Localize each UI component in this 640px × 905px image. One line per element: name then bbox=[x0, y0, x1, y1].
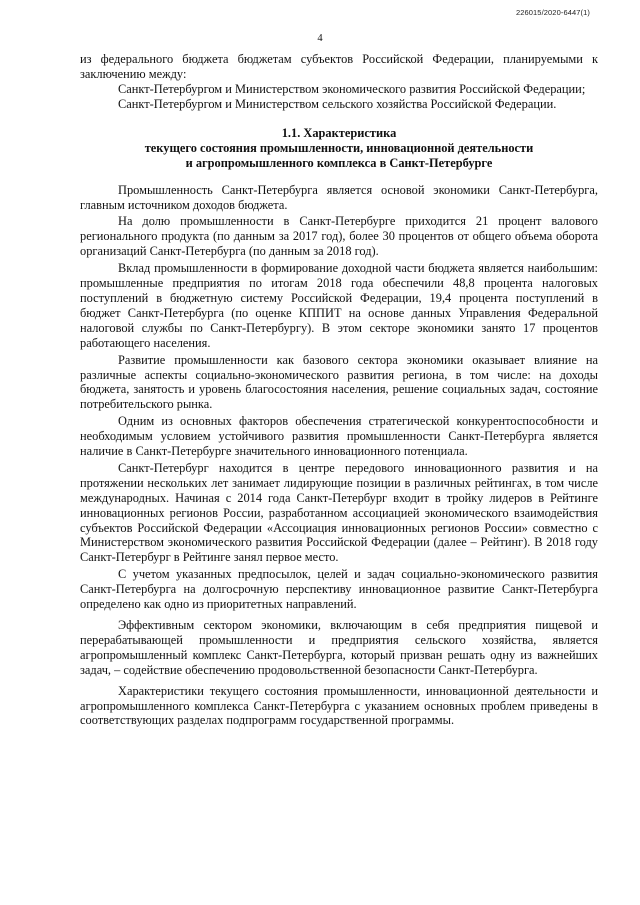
body-paragraph-2: На долю промышленности в Санкт-Петербурге приходится 21 процент валового регионального продукта (по данным за 2017 год), более 30 процентов от общего объема оборота организаций Санкт-Петербурга (по данным за 2018 год). bbox=[80, 214, 598, 259]
body-paragraph-3: Вклад промышленности в формирование доходной части бюджета является наибольшим: промышленные предприятия по итогам 2018 года обеспечили 48,8 процента налоговых поступлений в бюджетную систему Российской Федерации, 19,4 процента поступлений в бюджет Санкт-Петербурга (по оценке КППИТ на основе данных Управления Федеральной налоговой службы по Санкт-Петербургу). В этом секторе экономики занято 17 процентов работающего населения. bbox=[80, 261, 598, 350]
body-paragraph-5: Одним из основных факторов обеспечения стратегической конкурентоспособности и необходимым условием устойчивого развития промышленности Санкт-Петербурга является наличие в Санкт-Петербурге значительного инновационного потенциала. bbox=[80, 414, 598, 459]
body-paragraph-1: Промышленность Санкт-Петербурга является основой экономики Санкт-Петербурга, главным источником доходов бюджета. bbox=[80, 182, 598, 212]
intro-paragraph-2: Санкт-Петербургом и Министерством экономического развития Российской Федерации; bbox=[118, 81, 586, 96]
body-paragraph-6: Санкт-Петербург находится в центре передового инновационного развития и на протяжении нескольких лет занимает лидирующие позиции в различных рейтингах, в том числе международных. Начиная с 2014 года Санкт-Петербург входит в тройку лидеров в Рейтинге инновационных регионов России, разработанном ассоциацией экономического взаимодействия субъектов Российской Федерации «Ассоциация инновационных регионов России» совместно с Министерством экономического развития Российской Федерации (далее – Рейтинг). В 2018 году Санкт-Петербург в Рейтинге занял первое место. bbox=[80, 460, 598, 565]
page-body bbox=[80, 52, 598, 728]
intro-paragraph-3: Санкт-Петербургом и Министерством сельского хозяйства Российской Федерации. bbox=[118, 96, 557, 111]
doc-number: 226015/2020-6447(1) bbox=[515, 8, 590, 17]
body-paragraph-9: Характеристики текущего состояния промышленности, инновационной деятельности и агропромышленного комплекса Санкт-Петербурга с указанием основных проблем приведены в соответствующих разделах подпрограмм государственной программы. bbox=[80, 683, 598, 728]
section-heading-line-3: и агропромышленного комплекса в Санкт-Петербурге bbox=[185, 155, 493, 170]
section-heading-line-2: текущего состояния промышленности, инновационной деятельности bbox=[144, 140, 534, 155]
page-number: 4 bbox=[317, 33, 323, 44]
body-paragraph-7: С учетом указанных предпосылок, целей и задач социально-экономического развития Санкт-Петербурга на долгосрочную перспективу инновационное развитие Санкт-Петербурга определено как одно из приоритетных направлений. bbox=[80, 567, 598, 612]
body-paragraph-8: Эффективным сектором экономики, включающим в себя предприятия пищевой и перерабатывающей промышленности и предприятия сельского хозяйства, является агропромышленный комплекс Санкт-Петербурга, который призван решать одну из важнейших задач, – содействие обеспечению продовольственной безопасности Санкт-Петербурга. bbox=[80, 618, 598, 677]
section-heading bbox=[80, 126, 598, 171]
section-heading-line-1: 1.1. Характеристика bbox=[281, 125, 397, 140]
intro-paragraph-1: из федерального бюджета бюджетам субъектов Российской Федерации, планируемыми к заключению между: bbox=[80, 52, 598, 81]
body-paragraph-4: Развитие промышленности как базового сектора экономики оказывает влияние на различные аспекты социально-экономического развития региона, в том числе: на доходы бюджета, занятость и уровень благосостояния населения, решение социальных задач, состояние потребительского рынка. bbox=[80, 352, 598, 412]
